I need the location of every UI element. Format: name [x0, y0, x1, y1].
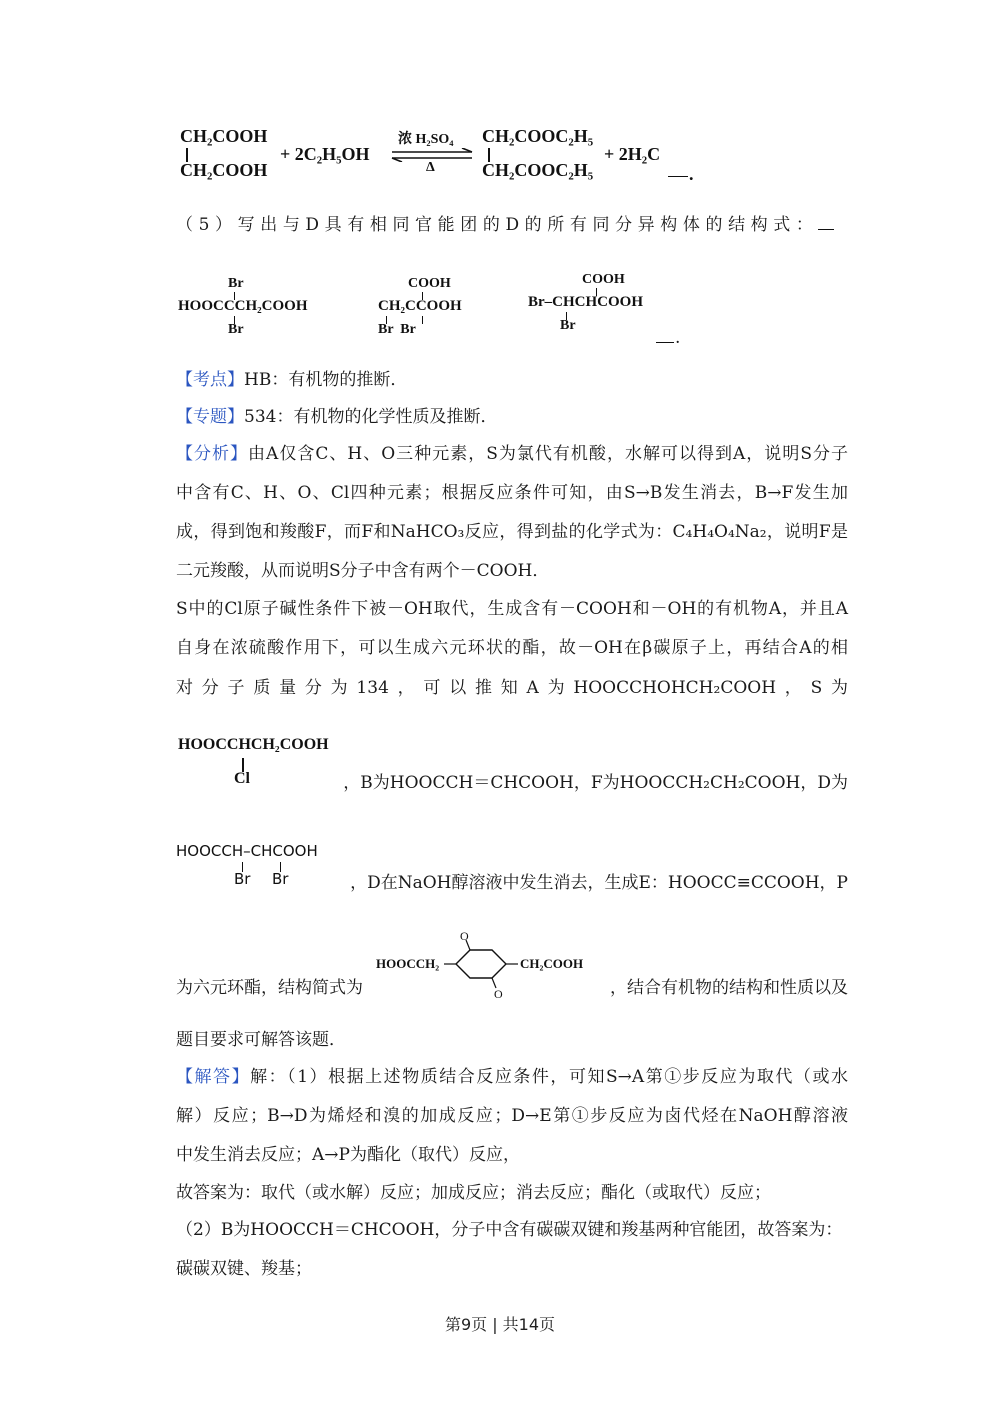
isomer-1-top: Br	[228, 276, 244, 291]
question-5-text: （5）写出与D具有相同官能团的D的所有同分异构体的结构式：	[176, 215, 819, 235]
ethanol-reagent: + 2C₂H₅OH	[280, 144, 370, 164]
p-ring-structure	[376, 928, 598, 998]
fenxi-line-8	[336, 771, 848, 795]
fenxi-line-5: S中的Cl原子碱性条件下被－OH取代，生成含有－COOH和－OH的有机物A，并且A	[176, 599, 848, 619]
condition-bottom: Δ	[426, 160, 435, 175]
isomer-2-main: CH₂CCOOH	[378, 298, 462, 314]
fenxi-text-1: 由A仅含C、H、O三种元素，S为氯代有机酸，水解可以得到A，说明S分子	[248, 444, 848, 464]
reactant-bottom: CH₂COOH	[180, 160, 268, 180]
kaodian-line	[176, 368, 848, 392]
zhuanti-line	[176, 405, 848, 429]
fenxi-line-9	[346, 871, 848, 895]
answer-blank	[656, 342, 674, 343]
p-structure-o-bottom: O	[494, 987, 503, 998]
jieda-line-2: 解）反应；B→D为烯烃和溴的加成反应；D→E第①步反应为卤代烃在NaOH醇溶液	[176, 1106, 848, 1126]
question-5	[176, 213, 848, 237]
jieda-line-5: （2）B为HOOCCH＝CHCOOH，分子中含有碳碳双键和羧基两种官能团，故答案为：	[176, 1220, 843, 1240]
isomer-3-top: COOH	[582, 272, 625, 287]
fenxi-tag: 【分析】	[176, 444, 249, 464]
p-structure-left: HOOCCH₂	[376, 956, 440, 971]
product-bottom: CH₂COOC₂H₅	[482, 160, 594, 180]
end-mark: .	[689, 164, 694, 184]
d-structure	[176, 840, 356, 890]
jieda-line-3: 中发生消去反应；A→P为酯化（取代）反应，	[176, 1145, 520, 1165]
d-structure-sub-1: Br	[234, 870, 251, 888]
fenxi-line-2: 中含有C、H、O、Cl四种元素；根据反应条件可知，由S→B发生消去，B→F发生加	[176, 483, 848, 503]
fenxi-line-11: 题目要求可解答该题．	[176, 1030, 346, 1050]
page-footer: 第9页 | 共14页	[444, 1315, 556, 1334]
fenxi-text-9: ，D在NaOH醇溶液中发生消去，生成E：HOOCC≡CCOOH，P	[350, 873, 848, 893]
condition-top: 浓 H₂SO₄	[398, 132, 454, 147]
jieda-line-4: 故答案为：取代（或水解）反应；加成反应；消去反应；酯化（或取代）反应；	[176, 1183, 771, 1203]
isomer-2	[376, 276, 486, 340]
s-structure-main: HOOCCHCH₂COOH	[178, 736, 329, 753]
fenxi-line-7: 对分子质量分为134，可以推知A为HOOCCHOHCH₂COOH，S为	[176, 678, 848, 698]
zhuanti-text: 534：有机物的化学性质及推断．	[244, 407, 498, 427]
jieda-line-6: 碳碳双键、羧基；	[176, 1259, 312, 1279]
fenxi-line-4: 二元羧酸，从而说明S分子中含有两个－COOH．	[176, 561, 550, 581]
isomer-1-bottom: Br	[228, 322, 244, 337]
isomer-1	[176, 276, 326, 340]
fenxi-line-10-right	[596, 976, 848, 1000]
answer-blank	[818, 229, 834, 230]
fenxi-line-3: 成，得到饱和羧酸F，而F和NaHCO₃反应，得到盐的化学式为：C₄H₄O₄Na₂，说明F是	[176, 522, 848, 542]
water-product: + 2H₂C	[604, 144, 661, 164]
reactant-top: CH₂COOH	[180, 126, 268, 146]
s-structure	[176, 734, 356, 792]
product-top: CH₂COOC₂H₅	[482, 126, 594, 146]
esterification-equation	[176, 124, 696, 186]
fenxi-line-10-left: 为六元环酯，结构简式为	[176, 978, 363, 998]
d-structure-main: HOOCCH–CHCOOH	[176, 842, 318, 860]
s-structure-sub: Cl	[234, 770, 250, 787]
fenxi-text-10-right: ，结合有机物的结构和性质以及	[610, 978, 848, 998]
jieda-text-1: 解：（1）根据上述物质结合反应条件，可知S→A第①步反应为取代（或水	[250, 1067, 849, 1087]
zhuanti-tag: 【专题】	[176, 407, 244, 427]
answer-blank	[668, 176, 688, 177]
isomer-1-main: HOOCCCH₂COOH	[178, 298, 308, 314]
fenxi-text-8: ，B为HOOCCH＝CHCOOH，F为HOOCCH₂CH₂COOH，D为	[343, 773, 848, 793]
fenxi-line-1	[176, 442, 848, 466]
isomer-3	[526, 272, 666, 340]
isomer-2-bottom: Br Br	[378, 322, 416, 337]
kaodian-text: HB：有机物的推断．	[244, 370, 408, 390]
fenxi-line-6: 自身在浓硫酸作用下，可以生成六元环状的酯，故－OH在β碳原子上，再结合A的相	[176, 638, 848, 658]
isomer-3-main: Br–CHCHCOOH	[528, 294, 643, 310]
d-structure-sub-2: Br	[272, 870, 289, 888]
p-structure-o-top: O	[460, 929, 469, 943]
isomer-2-top: COOH	[408, 276, 451, 291]
kaodian-tag: 【考点】	[176, 370, 244, 390]
end-mark: .	[675, 328, 681, 348]
isomer-3-bottom: Br	[560, 318, 576, 333]
jieda-line-1	[176, 1065, 848, 1089]
jieda-tag: 【解答】	[176, 1067, 251, 1087]
p-structure-right: CH₂COOH	[520, 956, 584, 971]
isomer-2-bond-right	[422, 316, 423, 324]
